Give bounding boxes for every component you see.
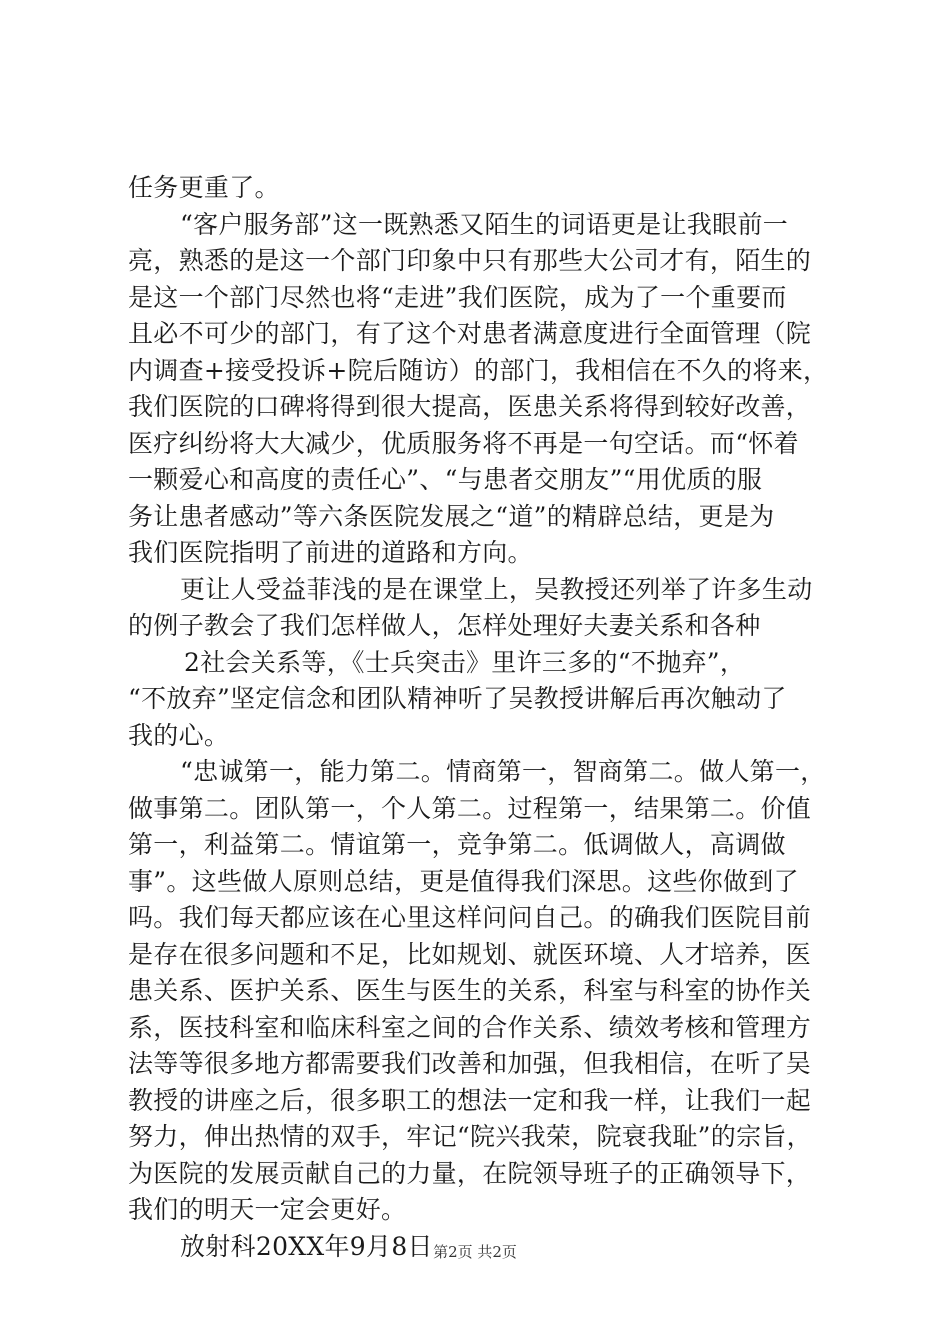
text-line: 事”。这些做人原则总结，更是值得我们深思。这些你做到了 xyxy=(128,866,799,896)
text-line: 做事第二。团队第一，个人第二。过程第一，结果第二。价值 xyxy=(128,793,812,823)
text-line: 2社会关系等，《士兵突击》里许三多的“不抛弃”， xyxy=(184,647,746,677)
text-line: 努力，伸出热情的双手，牢记“院兴我荣，院衰我耻”的宗旨， xyxy=(128,1122,812,1151)
text-line: 法等等很多地方都需要我们改善和加强，但我相信，在听了吴 xyxy=(128,1049,812,1078)
text-line: 是这一个部门尽然也将“走进”我们医院，成为了一个重要而 xyxy=(128,282,787,312)
text-line: 我们的明天一定会更好。 xyxy=(128,1195,407,1224)
text-line: 我的心。 xyxy=(128,720,230,750)
text-line: “忠诚第一，能力第二。情商第一，智商第二。做人第一， xyxy=(180,757,826,786)
text-line: 更让人受益菲浅的是在课堂上，吴教授还列举了许多生动 xyxy=(180,574,813,604)
text-line: 为医院的发展贡献自己的力量，在院领导班子的正确领导下， xyxy=(128,1158,812,1188)
text-line: 亮，熟悉的是这一个部门印象中只有那些大公司才有，陌生的 xyxy=(128,246,812,275)
text-line: 且必不可少的部门，有了这个对患者满意度进行全面管理（院 xyxy=(128,319,812,348)
text-line: “客户服务部”这一既熟悉又陌生的词语更是让我眼前一 xyxy=(180,209,789,239)
text-line: 我们医院的口碑将得到很大提高，医患关系将得到较好改善， xyxy=(128,392,812,421)
text-line: 我们医院指明了前进的道路和方向。 xyxy=(128,538,533,567)
text-line: “不放弃”坚定信念和团队精神听了吴教授讲解后再次触动了 xyxy=(128,684,787,713)
text-line: 教授的讲座之后，很多职工的想法一定和我一样，让我们一起 xyxy=(128,1085,812,1115)
page-number-footer: 第2页 共2页 xyxy=(433,1243,517,1261)
text-line: 医疗纠纷将大大减少，优质服务将不再是一句空话。而“怀着 xyxy=(128,428,799,458)
text-line: 第一，利益第二。情谊第一，竞争第二。低调做人，高调做 xyxy=(128,830,786,859)
signature-date-line: 放射科20XX年9月8日 xyxy=(180,1231,433,1261)
text-line: 是存在很多问题和不足，比如规划、就医环境、人才培养，医 xyxy=(128,939,812,969)
text-line: 内调查+接受投诉+院后随访）的部门，我相信在不久的将来， xyxy=(128,355,829,385)
text-line: 吗。我们每天都应该在心里这样问问自己。的确我们医院目前 xyxy=(128,903,812,932)
text-line: 的例子教会了我们怎样做人，怎样处理好夫妻关系和各种 xyxy=(128,611,761,640)
text-line: 系，医技科室和临床科室之间的合作关系、绩效考核和管理方 xyxy=(128,1012,812,1042)
text-line: 一颗爱心和高度的责任心”、“与患者交朋友”“用优质的服 xyxy=(128,465,763,494)
text-line: 患关系、医护关系、医生与医生的关系，科室与科室的协作关 xyxy=(128,976,812,1005)
text-line: 务让患者感动”等六条医院发展之“道”的精辟总结，更是为 xyxy=(128,501,775,531)
text-line: 任务更重了。 xyxy=(128,173,280,202)
document-body xyxy=(128,170,828,1265)
